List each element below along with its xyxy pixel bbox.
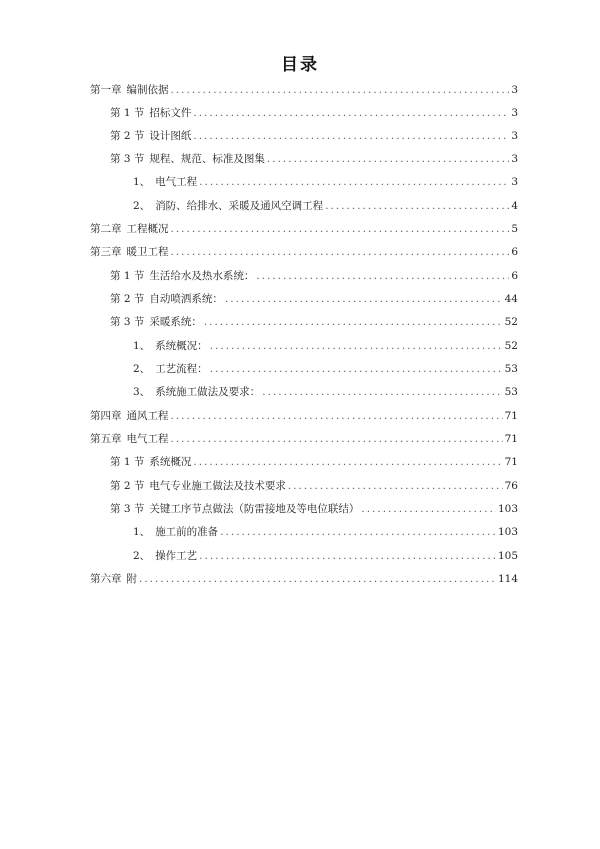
toc-entry-page: 53 — [504, 386, 518, 398]
toc-entry-title: 工艺流程： — [155, 363, 208, 375]
toc-entry-page: 53 — [504, 363, 518, 375]
toc-entry-title: 系统概况 — [149, 456, 192, 468]
toc-entry[interactable] — [110, 105, 518, 123]
toc-leader-dots — [220, 526, 496, 538]
toc-leader-dots — [171, 223, 510, 235]
toc-entry[interactable] — [110, 478, 518, 496]
toc-leader-dots — [193, 130, 509, 142]
toc-entry[interactable] — [90, 571, 518, 589]
toc-leader-dots — [193, 456, 502, 468]
toc-entry-page: 71 — [504, 410, 518, 422]
toc-leader-dots — [210, 340, 503, 352]
toc-leader-dots — [204, 316, 503, 328]
toc-leader-dots — [193, 107, 509, 119]
toc-entry[interactable] — [133, 361, 518, 379]
toc-entry-number: 第 3 节 — [110, 316, 145, 328]
toc-entry-page: 6 — [511, 246, 518, 258]
toc-entry-page: 3 — [511, 107, 518, 119]
toc-entry-title: 操作工艺 — [155, 550, 198, 562]
toc-entry-number: 第 2 节 — [110, 130, 145, 142]
toc-entry[interactable] — [90, 82, 518, 100]
toc-entry-title: 设计图纸 — [149, 130, 192, 142]
toc-entry-number: 第一章 — [90, 84, 122, 96]
toc-entry-number: 第 2 节 — [110, 293, 145, 305]
toc-leader-dots — [171, 433, 503, 445]
toc-entry-number: 第 1 节 — [110, 270, 145, 282]
toc-leader-dots — [256, 270, 509, 282]
toc-entry-number: 第 3 节 — [110, 503, 145, 515]
toc-entry[interactable] — [110, 268, 518, 286]
toc-entry-title: 规程、规范、标准及图集 — [149, 153, 265, 165]
toc-leader-dots — [171, 410, 503, 422]
page-title: 目录 — [281, 55, 319, 75]
toc-entry[interactable] — [110, 291, 518, 309]
toc-leader-dots — [171, 246, 510, 258]
toc-entry-number: 第三章 — [90, 246, 122, 258]
toc-entry-page: 3 — [511, 84, 518, 96]
toc-entry-page: 44 — [504, 293, 518, 305]
toc-entry-page: 5 — [511, 223, 518, 235]
toc-entry-number: 1、 — [133, 526, 151, 538]
toc-leader-dots — [262, 386, 502, 398]
toc-entry-number: 第六章 — [90, 573, 122, 585]
toc-entry-number: 第 1 节 — [110, 107, 145, 119]
toc-entry-page: 105 — [497, 550, 518, 562]
toc-entry[interactable] — [133, 384, 518, 402]
toc-entry-number: 第五章 — [90, 433, 122, 445]
toc-leader-dots — [325, 200, 509, 212]
toc-entry-number: 1、 — [133, 340, 151, 352]
toc-entry[interactable] — [90, 408, 518, 426]
toc-entry-title: 附 — [126, 573, 137, 585]
toc-entry-title: 关键工序节点做法（防雷接地及等电位联结） — [149, 503, 360, 515]
toc-leader-dots — [199, 550, 496, 562]
toc-entry-number: 第 3 节 — [110, 153, 145, 165]
toc-entry-number: 1、 — [133, 176, 151, 188]
toc-leader-dots — [139, 573, 496, 585]
toc-leader-dots — [210, 363, 503, 375]
toc-entry-title: 自动喷洒系统： — [149, 293, 223, 305]
toc-leader-dots — [199, 176, 509, 188]
toc-entry-number: 2、 — [133, 200, 151, 212]
toc-entry[interactable] — [110, 314, 518, 332]
toc-entry-page: 52 — [504, 340, 518, 352]
toc-entry-title: 电气工程 — [126, 433, 169, 445]
toc-entry[interactable] — [133, 198, 518, 216]
toc-entry-number: 2、 — [133, 363, 151, 375]
toc-entry-title: 暖卫工程 — [126, 246, 169, 258]
toc-entry[interactable] — [110, 454, 518, 472]
toc-entry[interactable] — [110, 151, 518, 169]
toc-entry-page: 114 — [497, 573, 518, 585]
toc-entry[interactable] — [90, 244, 518, 262]
toc-entry-page: 3 — [511, 176, 518, 188]
toc-entry[interactable] — [90, 431, 518, 449]
toc-entry-page: 4 — [511, 200, 518, 212]
toc-entry-page: 103 — [497, 503, 518, 515]
toc-leader-dots — [361, 503, 496, 515]
toc-entry-page: 76 — [504, 480, 518, 492]
toc-entry-page: 52 — [504, 316, 518, 328]
toc-entry-number: 第 2 节 — [110, 480, 145, 492]
toc-entry-title: 电气工程 — [155, 176, 198, 188]
toc-entry-page: 6 — [511, 270, 518, 282]
toc-entry[interactable] — [110, 501, 518, 519]
toc-entry-page: 71 — [504, 456, 518, 468]
toc-entry-page: 3 — [511, 153, 518, 165]
toc-entry[interactable] — [133, 174, 518, 192]
toc-entry-number: 第四章 — [90, 410, 122, 422]
toc-entry-page: 71 — [504, 433, 518, 445]
toc-leader-dots — [171, 84, 510, 96]
toc-entry-number: 第二章 — [90, 223, 122, 235]
toc-entry-title: 采暖系统： — [149, 316, 202, 328]
toc-leader-dots — [288, 480, 503, 492]
toc-entry[interactable] — [133, 524, 518, 542]
toc-entry[interactable] — [133, 338, 518, 356]
toc-entry-number: 第 1 节 — [110, 456, 145, 468]
toc-entry-title: 消防、给排水、采暖及通风空调工程 — [155, 200, 324, 212]
toc-entry-title: 编制依据 — [126, 84, 169, 96]
toc-entry-title: 通风工程 — [126, 410, 169, 422]
toc-entry-page: 3 — [511, 130, 518, 142]
toc-entry[interactable] — [133, 548, 518, 566]
toc-entry-title: 系统施工做法及要求： — [155, 386, 261, 398]
toc-entry-number: 2、 — [133, 550, 151, 562]
toc-entry[interactable] — [90, 221, 518, 239]
toc-entry-page: 103 — [497, 526, 518, 538]
toc-entry-title: 施工前的准备 — [155, 526, 219, 538]
toc-entry[interactable] — [110, 128, 518, 146]
toc-entry-title: 电气专业施工做法及技术要求 — [149, 480, 286, 492]
toc-leader-dots — [267, 153, 509, 165]
toc-entry-title: 工程概况 — [126, 223, 169, 235]
toc-leader-dots — [225, 293, 503, 305]
toc-entry-title: 系统概况： — [155, 340, 208, 352]
toc-entry-title: 招标文件 — [149, 107, 192, 119]
toc-entry-number: 3、 — [133, 386, 151, 398]
toc-entry-title: 生活给水及热水系统： — [149, 270, 255, 282]
